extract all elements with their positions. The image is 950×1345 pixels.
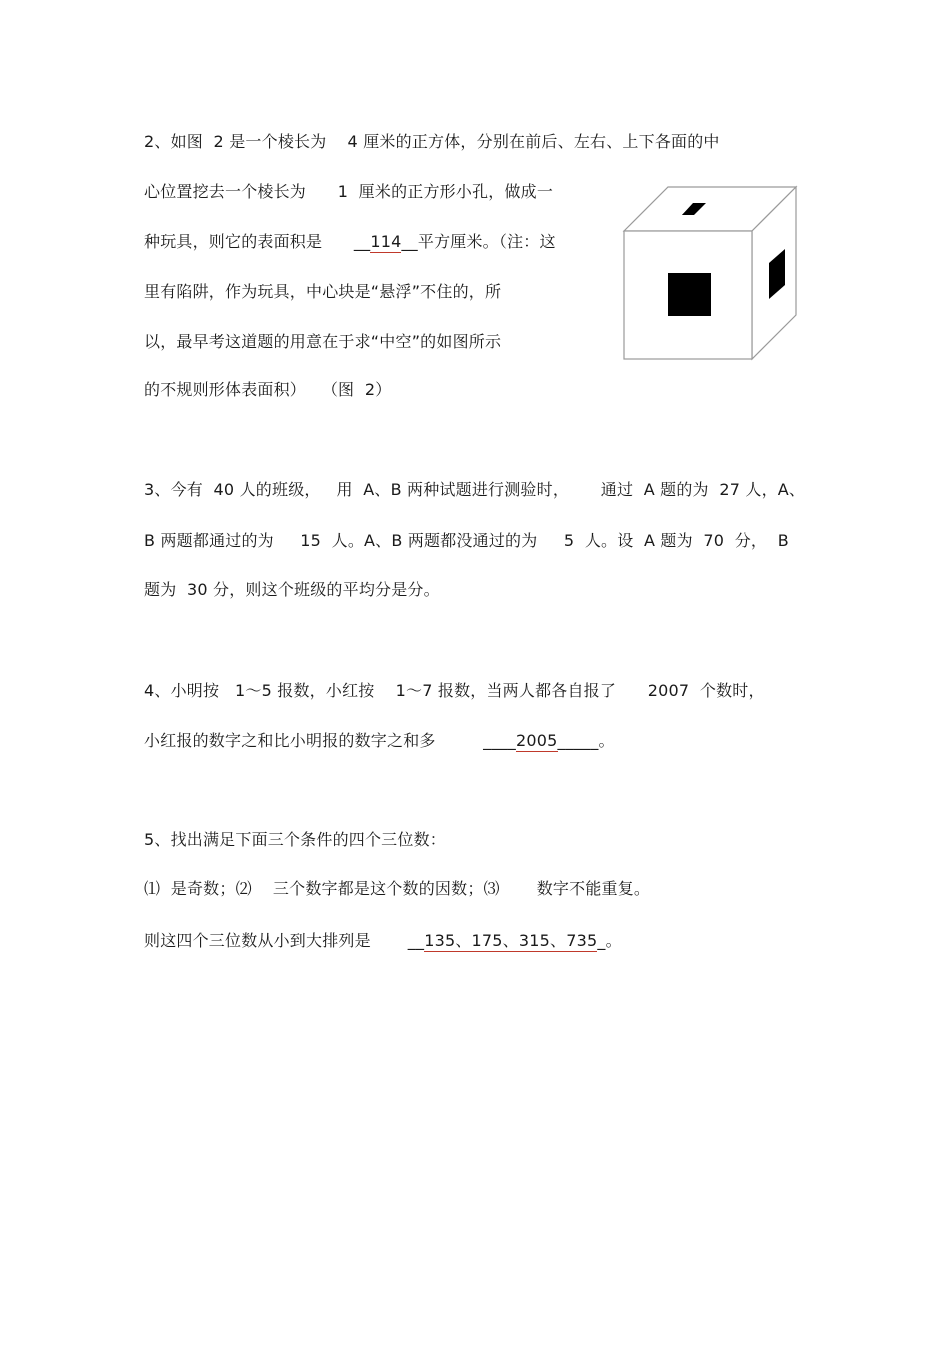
q2-line-1: 2、如图 2 是一个棱长为 4 厘米的正方体，分别在前后、左右、上下各面的中 [144, 132, 720, 151]
q3-line-1: 3、今有 40 人的班级， 用 A、B 两种试题进行测验时， 通过 A 题的为 27 人，A、 [144, 480, 806, 499]
q2-line-3-pre: 种玩具，则它的表面积是 __ [144, 232, 371, 251]
q5-line-2: ⑴ 是奇数；⑵ 三个数字都是这个数的因数；⑶ 数字不能重复。 [144, 879, 651, 898]
q2-line-3 [144, 232, 556, 252]
q5-line-3-post: _。 [597, 931, 622, 950]
q2-line-6: 的不规则形体表面积） （图 2） [144, 380, 392, 399]
q3-line-3: 题为 30 分，则这个班级的平均分是分。 [144, 580, 440, 599]
cube-drawing [622, 185, 798, 361]
q4-answer: 2005 [515, 731, 558, 750]
q5-line-3 [144, 931, 622, 951]
q2-line-2: 心位置挖去一个棱长为 1 厘米的正方形小孔，做成一 [144, 182, 554, 201]
q2-line-4: 里有陷阱，作为玩具，中心块是“悬浮”不住的，所 [144, 282, 502, 301]
q5-answer: 135、175、315、735 [424, 931, 598, 950]
q5-line-3-pre: 则这四个三位数从小到大排列是 __ [144, 931, 425, 950]
q5-line-1: 5、找出满足下面三个条件的四个三位数： [144, 830, 446, 849]
q4-line-2 [144, 731, 615, 751]
q4-line-1: 4、小明按 1～5 报数，小红按 1～7 报数，当两人都各自报了 2007 个数时， [144, 681, 765, 700]
q3-line-2: B 两题都通过的为 15 人。A、B 两题都没通过的为 5 人。设 A 题为 70 分， B [144, 531, 789, 550]
q2-line-5: 以，最早考这道题的用意在于求“中空”的如图所示 [144, 332, 502, 351]
cube-figure [622, 185, 798, 361]
q2-answer: 114 [370, 232, 402, 251]
q4-line-2-pre: 小红报的数字之和比小明报的数字之和多 ____ [144, 731, 516, 750]
front-hole [668, 273, 711, 316]
q4-line-2-post: _____。 [557, 731, 615, 750]
q2-line-3-post: __平方厘米。（注：这 [401, 232, 556, 251]
